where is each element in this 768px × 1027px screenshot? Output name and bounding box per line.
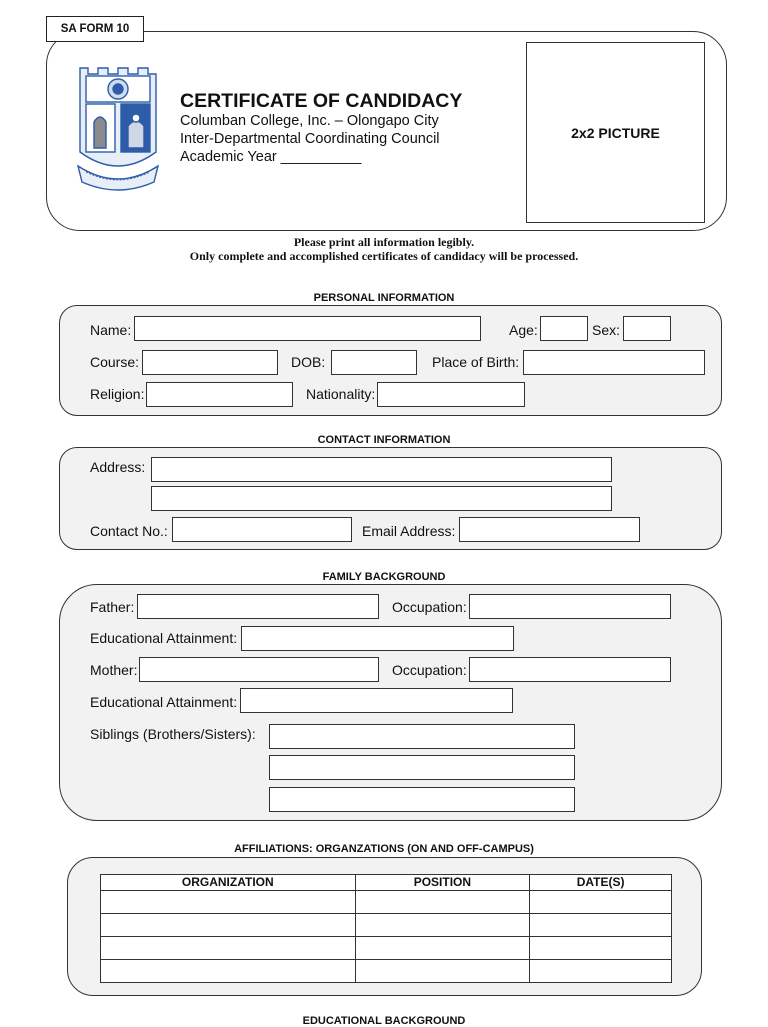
place-of-birth-label: Place of Birth: [432,354,520,370]
photo-label: 2x2 PICTURE [571,124,660,141]
course-field[interactable] [142,350,278,375]
age-field[interactable] [540,316,588,341]
dob-field[interactable] [331,350,417,375]
dates-cell[interactable] [530,891,672,914]
mother-field[interactable] [139,657,379,682]
affiliations-table [100,874,672,983]
mother-occupation-field[interactable] [469,657,671,682]
college-name: Columban College, Inc. – Olongapo City [180,113,439,129]
college-crest-icon [72,60,164,198]
dates-cell[interactable] [530,937,672,960]
table-row [101,891,672,914]
organization-cell[interactable] [101,960,356,983]
sibling-field-3[interactable] [269,787,575,812]
email-label: Email Address: [362,523,456,539]
form-code-label: SA FORM 10 [46,16,144,42]
position-cell[interactable] [355,914,530,937]
address-label: Address: [90,459,146,475]
position-cell[interactable] [355,937,530,960]
mother-label: Mother: [90,662,138,678]
sex-field[interactable] [623,316,671,341]
age-label: Age: [509,322,538,338]
table-row [101,914,672,937]
educational-background-heading: EDUCATIONAL BACKGROUND [302,1015,466,1027]
place-of-birth-field[interactable] [523,350,705,375]
religion-field[interactable] [146,382,293,407]
religion-label: Religion: [90,386,145,402]
father-education-field[interactable] [241,626,514,651]
personal-info-heading: PERSONAL INFORMATION [313,292,455,304]
mother-education-field[interactable] [240,688,513,713]
family-background-heading: FAMILY BACKGROUND [322,571,446,583]
photo-box[interactable] [526,42,705,223]
organization-column-header: ORGANIZATION [101,875,356,891]
father-label: Father: [90,599,135,615]
instruction-line-2: Only complete and accomplished certificates of candidacy will be processed. [189,249,579,263]
position-cell[interactable] [355,891,530,914]
name-field[interactable] [134,316,481,341]
nationality-label: Nationality: [306,386,376,402]
address-field-line-1[interactable] [151,457,612,482]
organization-cell[interactable] [101,891,356,914]
document-title: CERTIFICATE OF CANDIDACY [180,90,463,112]
sex-label: Sex: [592,322,621,338]
dates-cell[interactable] [530,960,672,983]
father-occupation-label: Occupation: [392,599,467,615]
dates-cell[interactable] [530,914,672,937]
council-name: Inter-Departmental Coordinating Council [180,131,440,147]
dates-column-header: DATE(S) [530,875,672,891]
contact-info-heading: CONTACT INFORMATION [317,434,451,446]
siblings-label: Siblings (Brothers/Sisters): [90,726,256,742]
address-field-line-2[interactable] [151,486,612,511]
affiliations-header-row [101,875,672,891]
table-row [101,960,672,983]
instruction-line-1: Please print all information legibly. [293,235,475,249]
father-field[interactable] [137,594,379,619]
nationality-field[interactable] [377,382,525,407]
name-label: Name: [90,322,132,338]
affiliations-heading: AFFILIATIONS: ORGANZATIONS (ON AND OFF-CAMPUS) [234,843,534,855]
dob-label: DOB: [291,354,326,370]
contact-no-label: Contact No.: [90,523,168,539]
father-education-label: Educational Attainment: [90,630,238,646]
organization-cell[interactable] [101,937,356,960]
contact-no-field[interactable] [172,517,352,542]
sibling-field-2[interactable] [269,755,575,780]
email-field[interactable] [459,517,640,542]
table-row [101,937,672,960]
mother-education-label: Educational Attainment: [90,694,238,710]
father-occupation-field[interactable] [469,594,671,619]
course-label: Course: [90,354,140,370]
organization-cell[interactable] [101,914,356,937]
mother-occupation-label: Occupation: [392,662,467,678]
sibling-field-1[interactable] [269,724,575,749]
position-cell[interactable] [355,960,530,983]
position-column-header: POSITION [355,875,530,891]
academic-year-line: Academic Year __________ [180,149,362,165]
